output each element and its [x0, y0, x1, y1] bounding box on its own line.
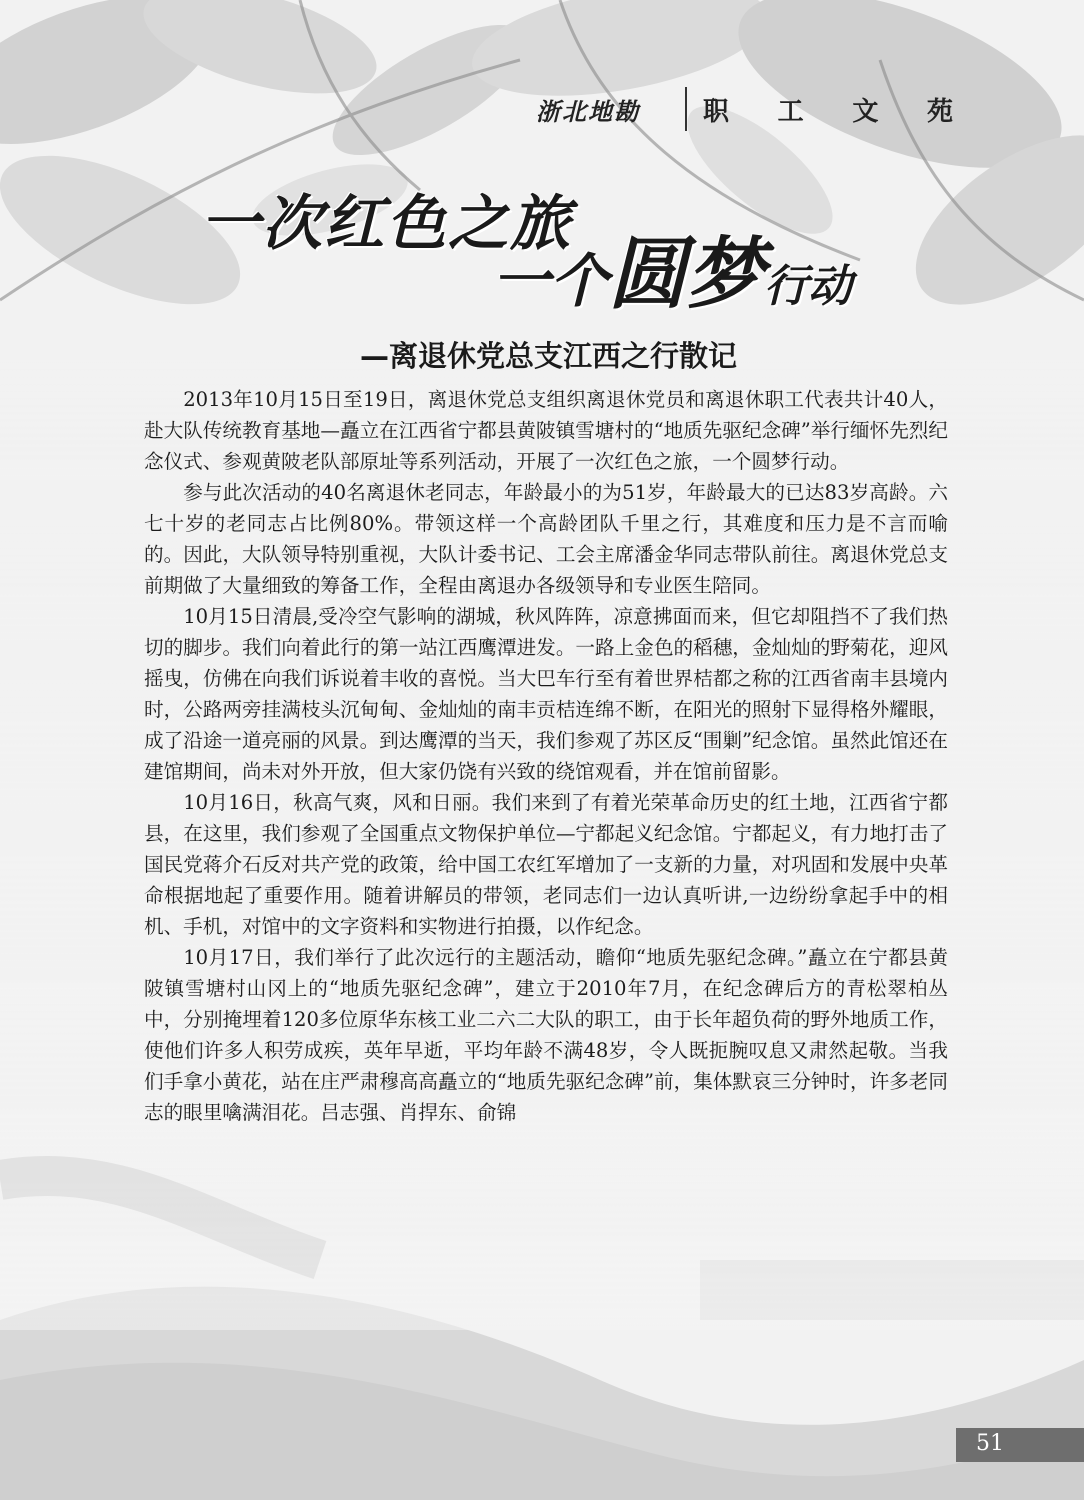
section-name [703, 91, 953, 128]
section-char: 职 [703, 96, 730, 127]
title-part: 行动 [764, 261, 853, 312]
title-part: 一个 [492, 247, 609, 315]
section-char: 苑 [926, 96, 953, 127]
header-divider [685, 87, 687, 131]
page-header [536, 86, 966, 132]
article-body [144, 384, 948, 1128]
article-title-line2 [492, 230, 853, 320]
paragraph: 10月15日清晨,受冷空气影响的湖城，秋风阵阵，凉意拂面而来，但它却阻挡不了我们热切的脚步。我们向着此行的第一站江西鹰潭进发。一路上金色的稻穗，金灿灿的野菊花，迎风摇曳，仿佛在向我们诉说着丰收的喜悦。当大巴车行至有着世界桔都之称的江西省南丰县境内时，公路两旁挂满枝头沉甸甸、金灿灿的南丰贡桔连绵不断，在阳光的照射下显得格外耀眼，成了沿途一道亮丽的风景。到达鹰潭的当天，我们参观了苏区反“围剿”纪念馆。虽然此馆还在建馆期间，尚未对外开放，但大家仍饶有兴致的绕馆观看，并在馆前留影。 [144, 605, 948, 783]
magazine-name: 浙北地勘 [536, 97, 640, 126]
article-title-line1: 一次红色之旅 [200, 189, 572, 259]
paragraph: 参与此次活动的40名离退休老同志，年龄最小的为51岁，年龄最大的已达83岁高龄。六七十岁的老同志占比例80%。带领这样一个高龄团队千里之行，其难度和压力是不言而喻的。因此，大队领导特别重视，大队计委书记、工会主席潘金华同志带队前往。离退休党总支前期做了大量细致的筹备工作，全程由离退办各级领导和专业医生陪同。 [144, 481, 948, 597]
paragraph: 10月17日，我们举行了此次远行的主题活动，瞻仰“地质先驱纪念碑。”矗立在宁都县黄陂镇雪塘村山冈上的“地质先驱纪念碑”，建立于2010年7月，在纪念碑后方的青松翠柏丛中，分别掩埋着120多位原华东核工业二六二大队的职工，由于长年超负荷的野外地质工作，使他们许多人积劳成疾，英年早逝，平均年龄不满48岁，令人既扼腕叹息又肃然起敬。当我们手拿小黄花，站在庄严肃穆高高矗立的“地质先驱纪念碑”前，集体默哀三分钟时，许多老同志的眼里噙满泪花。吕志强、肖捍东、俞锦 [144, 946, 948, 1124]
paragraph: 10月16日，秋高气爽，风和日丽。我们来到了有着光荣革命历史的红土地，江西省宁都县，在这里，我们参观了全国重点文物保护单位—宁都起义纪念馆。宁都起义，有力地打击了国民党蒋介石反对共产党的政策，给中国工农红军增加了一支新的力量，对巩固和发展中央革命根据地起了重要作用。随着讲解员的带领，老同志们一边认真听讲,一边纷纷拿起手中的相机、手机，对馆中的文字资料和实物进行拍摄，以作纪念。 [144, 791, 948, 938]
section-char: 文 [852, 96, 879, 127]
title-emphasis: 梦 [686, 230, 765, 320]
section-char: 工 [777, 96, 804, 127]
article-subtitle: —离退休党总支江西之行散记 [360, 339, 738, 373]
page-number: 51 [976, 1431, 1004, 1456]
page-number-bar [956, 1428, 1084, 1462]
paragraph: 2013年10月15日至19日，离退休党总支组织离退休党员和离退休职工代表共计40人，赴大队传统教育基地—矗立在江西省宁都县黄陂镇雪塘村的“地质先驱纪念碑”举行缅怀先烈纪念仪式、参观黄陂老队部原址等系列活动，开展了一次红色之旅，一个圆梦行动。 [144, 388, 948, 473]
title-emphasis: 圆 [608, 230, 687, 320]
